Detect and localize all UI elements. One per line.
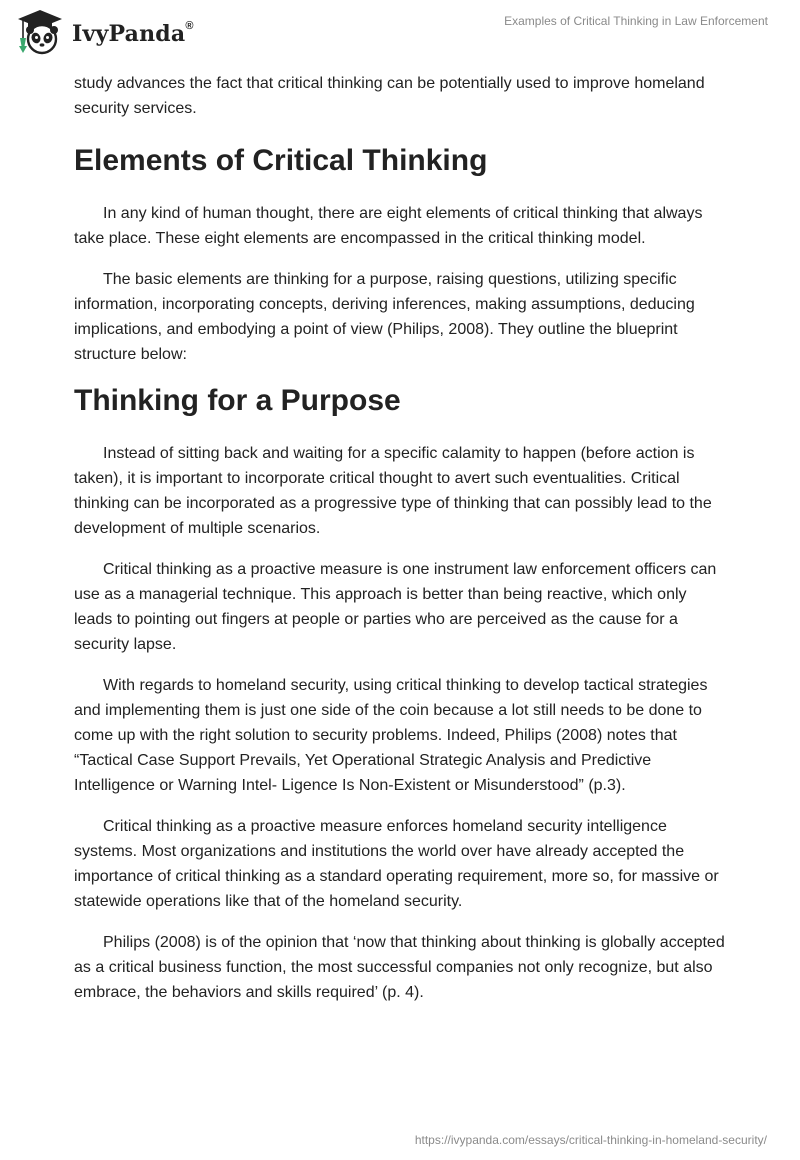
- paragraph: Instead of sitting back and waiting for a specific calamity to happen (before action is taken), it is important to incorporate critical thought to avert such eventualities. Critical thinking can be incorporated as a progressive type of thinking that can possibly lead to the development of multiple scenarios.: [74, 445, 712, 537]
- lead-paragraph: study advances the fact that critical thinking can be potentially used to improve homeland security services.: [74, 75, 705, 117]
- ivypanda-logo[interactable]: [14, 8, 194, 56]
- paragraph: Critical thinking as a proactive measure enforces homeland security intelligence systems. Most organizations and institutions the world over have already accepted the importance of critical thinking as a standard operating requirement, more so, for massive or statewide operations like that of the homeland security.: [74, 818, 719, 910]
- paragraph: The basic elements are thinking for a purpose, raising questions, utilizing specific information, incorporating concepts, deriving inferences, making assumptions, deducing implications, and embodying a point of view (Philips, 2008). They outline the blueprint structure below:: [74, 271, 695, 363]
- paragraph: In any kind of human thought, there are eight elements of critical thinking that always take place. These eight elements are encompassed in the critical thinking model.: [74, 205, 703, 247]
- paragraph: Critical thinking as a proactive measure is one instrument law enforcement officers can use as a managerial technique. This approach is better than being reactive, which only leads to pointing out fingers at people or parties who are perceived as the cause for a security lapse.: [74, 561, 717, 653]
- source-url[interactable]: https://ivypanda.com/essays/critical-thinking-in-homeland-security/: [414, 1133, 767, 1147]
- paragraph: Philips (2008) is of the opinion that ‘now that thinking about thinking is globally accepted as a critical business function, the most successful companies not only recognize, but also embrace, the behaviors and skills required’ (p. 4).: [74, 934, 725, 1001]
- section-heading-elements: Elements of Critical Thinking: [74, 144, 488, 177]
- section-heading-purpose: Thinking for a Purpose: [74, 384, 401, 417]
- essay-content: [74, 71, 726, 1021]
- document-title: Examples of Critical Thinking in Law Enforcement: [504, 14, 768, 28]
- panda-graduate-icon: [14, 8, 66, 56]
- paragraph: With regards to homeland security, using critical thinking to develop tactical strategies and implementing them is just one side of the coin because a lot still needs to be done to come up with the right solution to security problems. Indeed, Philips (2008) notes that “Tactical Case Support Prevails, Yet Operational Strategic Analysis and Predictive Intelligence or Warning Intel- Ligence Is Non-Existent or Misunderstood” (p.3).: [74, 677, 708, 794]
- page-header: [0, 0, 800, 70]
- brand-name: IvyPanda®: [72, 19, 194, 47]
